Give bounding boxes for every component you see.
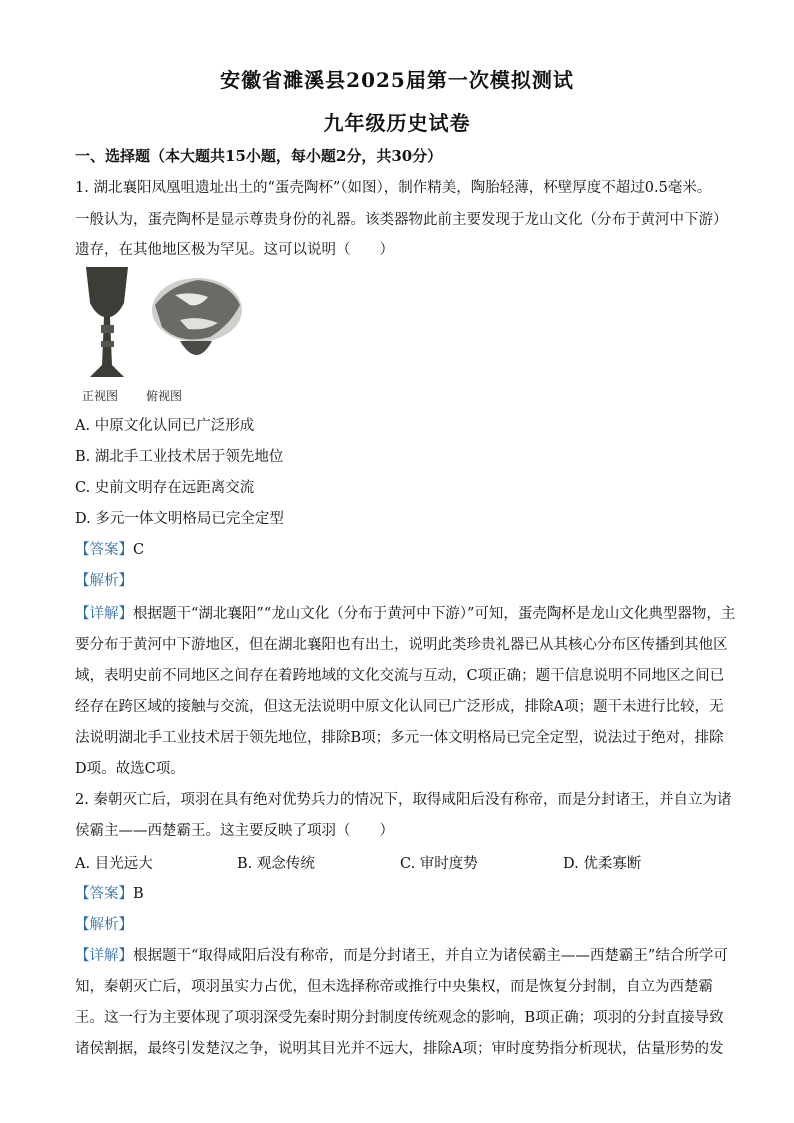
exam-title: 安徽省濉溪县2025届第一次模拟测试 xyxy=(220,68,574,92)
q2-option-b: B. 观念传统 xyxy=(237,856,315,872)
detail-label: 【详解】 xyxy=(75,948,133,964)
q2-stem-line: 2. 秦朝灭亡后，项羽在具有绝对优势兵力的情况下，取得咸阳后没有称帝，而是分封诸王，并自立为诸 xyxy=(75,792,732,808)
q1-detail-line: 【详解】根据题干“湖北襄阳”“龙山文化（分布于黄河中下游）”可知，蛋壳陶杯是龙山文化典型器物，主 xyxy=(75,606,736,622)
q1-analysis-label: 【解析】 xyxy=(75,573,133,589)
exam-subtitle: 九年级历史试卷 xyxy=(323,111,471,135)
front-view-caption: 正视图 xyxy=(82,389,119,403)
q2-stem-line: 侯霸主——西楚霸王。这主要反映了项羽（ ） xyxy=(75,823,394,839)
q2-detail-line: 诸侯割据，最终引发楚汉之争，说明其目光并不远大，排除A项；审时度势指分析现状，估量形势的发 xyxy=(75,1041,724,1057)
answer-label: 【答案】 xyxy=(75,886,133,902)
eggshell-cup-image xyxy=(80,265,250,385)
q2-option-d: D. 优柔寡断 xyxy=(563,856,642,872)
q1-detail-line: 法说明湖北手工业技术居于领先地位，排除B项；多元一体文明格局已完全定型，说法过于绝对，排除 xyxy=(75,730,724,746)
q2-option-c: C. 审时度势 xyxy=(400,856,478,872)
answer-value: C xyxy=(133,542,145,558)
q1-option-b: B. 湖北手工业技术居于领先地位 xyxy=(75,449,284,465)
answer-label: 【答案】 xyxy=(75,542,133,558)
q1-option-d: D. 多元一体文明格局已完全定型 xyxy=(75,511,284,527)
q2-option-a: A. 目光远大 xyxy=(75,856,153,872)
q1-stem-line: 遗存，在其他地区极为罕见。这可以说明（ ） xyxy=(75,242,394,258)
q2-detail-line: 知，秦朝灭亡后，项羽虽实力占优，但未选择称帝或推行中央集权，而是恢复分封制，自立为西楚霸 xyxy=(75,979,713,995)
q1-detail-line: 经存在跨区域的接触与交流，但这无法说明中原文化认同已广泛形成，排除A项；题干未进行比较，无 xyxy=(75,699,724,715)
q1-option-a: A. 中原文化认同已广泛形成 xyxy=(75,418,255,434)
q1-stem-line: 1. 湖北襄阳凤凰咀遗址出土的“蛋壳陶杯”（如图），制作精美，陶胎轻薄，杯壁厚度不超过0.5毫米。 xyxy=(75,180,712,196)
q2-detail-line: 【详解】根据题干“取得咸阳后没有称帝，而是分封诸王，并自立为诸侯霸主——西楚霸王”结合所学可 xyxy=(75,948,728,964)
q1-detail-line: 要分布于黄河中下游地区，但在湖北襄阳也有出土，说明此类珍贵礼器已从其核心分布区传播到其他区 xyxy=(75,637,728,653)
q1-detail-line: D项。故选C项。 xyxy=(75,761,185,777)
q1-stem-line: 一般认为，蛋壳陶杯是显示尊贵身份的礼器。该类器物此前主要发现于龙山文化（分布于黄河中下游） xyxy=(75,212,728,228)
q1-figure xyxy=(80,265,250,405)
q1-detail-line: 域，表明史前不同地区之间存在着跨地域的文化交流与互动，C项正确；题干信息说明不同地区之间已 xyxy=(75,668,725,684)
section-heading: 一、选择题（本大题共15小题，每小题2分，共30分） xyxy=(75,147,443,165)
detail-label: 【详解】 xyxy=(75,606,133,622)
q1-option-c: C. 史前文明存在远距离交流 xyxy=(75,480,255,496)
top-view-caption: 俯视图 xyxy=(146,389,183,403)
q1-answer xyxy=(75,540,715,560)
answer-value: B xyxy=(133,886,144,902)
q2-answer xyxy=(75,884,715,904)
q2-analysis-label: 【解析】 xyxy=(75,917,133,933)
q2-detail-line: 王。这一行为主要体现了项羽深受先秦时期分封制度传统观念的影响，B项正确；项羽的分封直接导致 xyxy=(75,1010,724,1026)
